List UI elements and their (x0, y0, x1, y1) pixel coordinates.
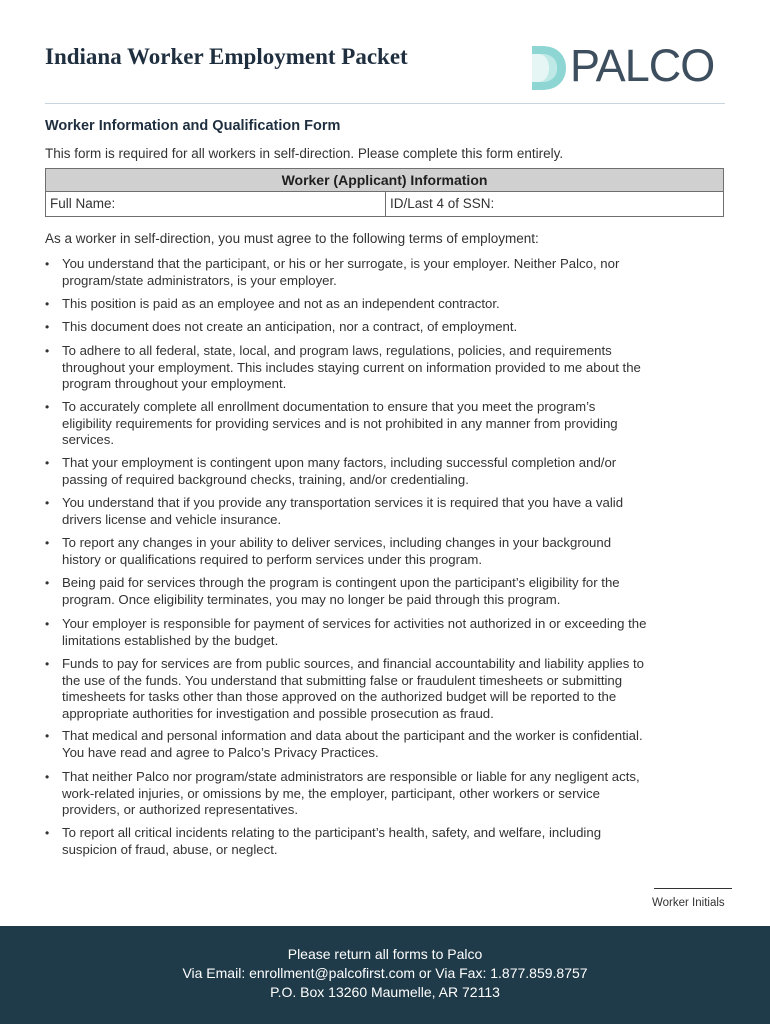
term-line: suspicion of fraud, abuse, or neglect. (62, 841, 278, 857)
term-line: providers, or authorized representatives. (62, 802, 299, 817)
bullet-icon: • (45, 826, 50, 840)
form-title: Worker Information and Qualification Form (45, 118, 341, 134)
worker-initials-label: Worker Initials (652, 897, 725, 909)
term-item (45, 769, 730, 819)
bullet-icon: • (45, 496, 50, 510)
page-title: Indiana Worker Employment Packet (45, 44, 408, 69)
worker-info-row (46, 192, 723, 216)
term-line: eligibility requirements for providing services and is not prohibited in any manner from providing (62, 415, 618, 431)
term-item (45, 399, 730, 449)
bullet-icon: • (45, 320, 50, 334)
term-line: That medical and personal information and data about the participant and the worker is confidential. (62, 728, 643, 743)
term-line: work-related injuries, or omissions by me, the employer, participant, other workers or service (62, 785, 600, 801)
term-line: You understand that the participant, or his or her surrogate, is your employer. Neither Palco, nor (62, 256, 620, 271)
term-line: To report any changes in your ability to deliver services, including changes in your background (62, 535, 612, 550)
palco-logo-text: PALCO (570, 40, 715, 91)
terms-intro: As a worker in self-direction, you must agree to the following terms of employment: (45, 231, 539, 246)
term-line: That your employment is contingent upon many factors, including successful completion and/or (62, 455, 617, 470)
term-line: program throughout your employment. (62, 376, 287, 391)
term-line: To report all critical incidents relating to the participant’s health, safety, and welfare, including (62, 825, 602, 840)
worker-initials-field[interactable] (654, 888, 732, 889)
term-item (45, 256, 730, 289)
term-line: You have read and agree to Palco’s Privacy Practices. (62, 744, 379, 760)
worker-info-table (45, 168, 724, 217)
term-line: the use of the funds. You understand that submitting false or fraudulent timesheets or submitting (62, 672, 623, 688)
term-item (45, 495, 730, 528)
term-line: To adhere to all federal, state, local, and program laws, regulations, policies, and requirements (62, 343, 612, 358)
term-line: history or qualifications required to perform services under this program. (62, 551, 482, 567)
ssn-id-field[interactable]: ID/Last 4 of SSN: (390, 196, 495, 211)
bullet-icon: • (45, 770, 50, 784)
term-line: Funds to pay for services are from public sources, and financial accountability and liability applies to (62, 656, 645, 671)
term-line: That neither Palco nor program/state administrators are responsible or liable for any negligent acts, (62, 769, 640, 784)
bullet-icon: • (45, 344, 50, 358)
term-line: services. (62, 432, 115, 447)
term-line: appropriate authorities for investigation and possible prosecution as fraud. (62, 705, 494, 721)
bullet-icon: • (45, 617, 50, 631)
term-line: drivers license and vehicle insurance. (62, 511, 282, 527)
bullet-icon: • (45, 297, 50, 311)
footer-return-text: Please return all forms to Palco (287, 946, 483, 962)
term-line: timesheets for tasks other than those approved on the authorized budget will be reported to the (62, 689, 617, 704)
term-item (45, 825, 730, 858)
footer-contact-text: Via Email: enrollment@palcofirst.com or Via Fax: 1.877.859.8757 (182, 965, 588, 981)
term-item (45, 455, 730, 488)
term-line: program/state administrators, is your employer. (62, 272, 337, 288)
palco-logo-mark-icon (528, 44, 568, 92)
bullet-icon: • (45, 729, 50, 743)
term-line: This document does not create an anticipation, nor a contract, of employment. (62, 319, 518, 334)
term-line: throughout your employment. This includes staying current on information provided to me about the (62, 359, 641, 375)
term-line: Being paid for services through the program is contingent upon the participant’s eligibility for the (62, 575, 620, 590)
header-divider (45, 103, 725, 104)
term-item (45, 728, 730, 761)
term-item (45, 319, 730, 336)
bullet-icon: • (45, 257, 50, 271)
term-item (45, 616, 730, 649)
term-item (45, 575, 730, 608)
term-item (45, 535, 730, 568)
term-line: limitations established by the budget. (62, 632, 279, 648)
term-item (45, 656, 730, 722)
term-item (45, 343, 730, 393)
term-line: You understand that if you provide any transportation services it is required that you have a valid (62, 495, 624, 510)
term-line: program. Once eligibility terminates, you may no longer be paid through this program. (62, 591, 561, 607)
palco-logo (528, 40, 728, 92)
footer-address-text: P.O. Box 13260 Maumelle, AR 72113 (270, 984, 500, 1000)
term-line: passing of required background checks, training, and/or credentialing. (62, 471, 469, 487)
term-line: This position is paid as an employee and not as an independent contractor. (62, 296, 500, 311)
full-name-field[interactable]: Full Name: (46, 192, 386, 216)
bullet-icon: • (45, 657, 50, 671)
term-line: To accurately complete all enrollment documentation to ensure that you meet the program’s (62, 399, 596, 414)
bullet-icon: • (45, 400, 50, 414)
term-line: Your employer is responsible for payment of services for activities not authorized in or exceeding the (62, 616, 647, 631)
worker-info-heading: Worker (Applicant) Information (46, 169, 723, 192)
bullet-icon: • (45, 536, 50, 550)
bullet-icon: • (45, 576, 50, 590)
footer (0, 926, 770, 1024)
form-description: This form is required for all workers in self-direction. Please complete this form entirely. (45, 146, 564, 161)
term-item (45, 296, 730, 313)
bullet-icon: • (45, 456, 50, 470)
